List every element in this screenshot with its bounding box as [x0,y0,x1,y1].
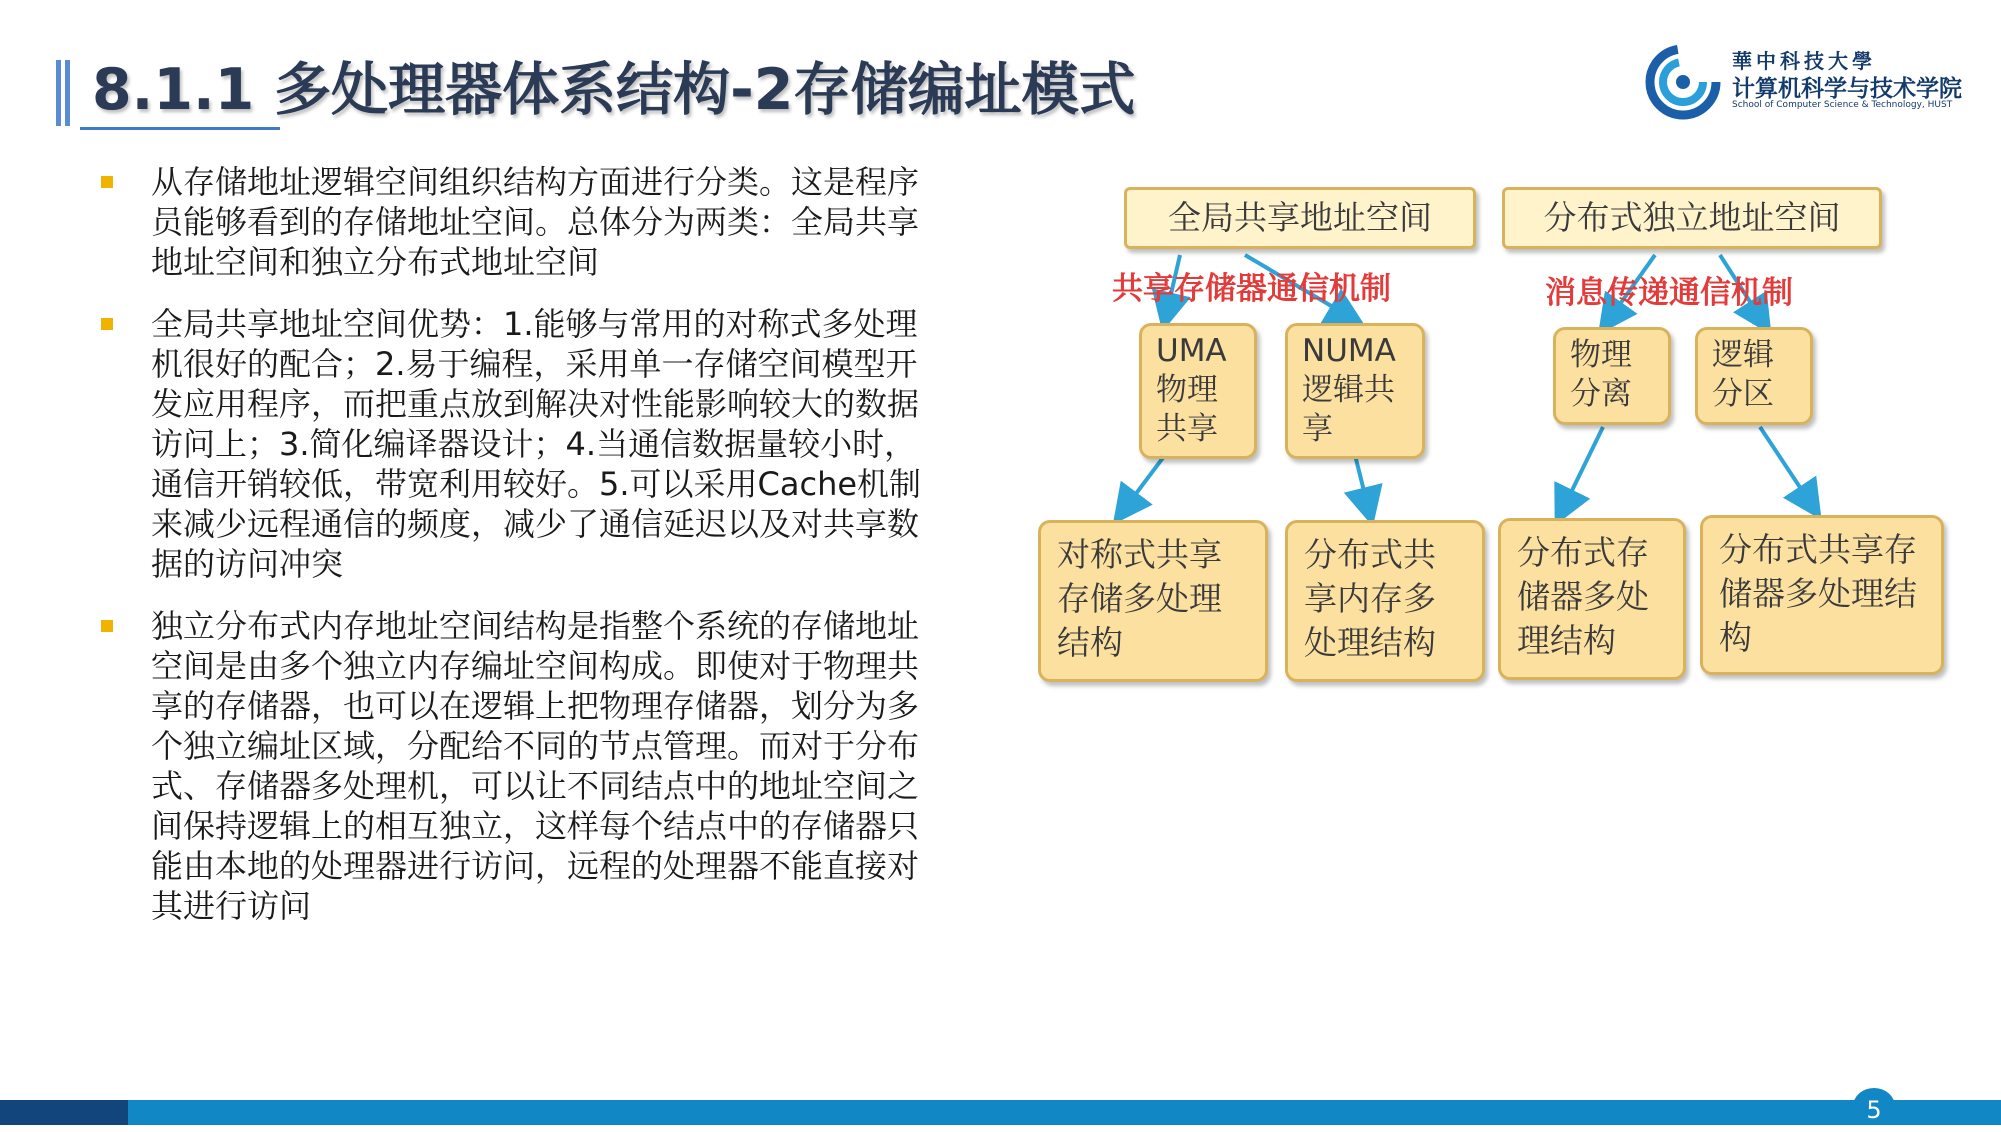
bullet-list [95,162,925,948]
smp-structure-box: 对称式共享存储多处理结构 [1038,520,1268,682]
bullet-text: 从存储地址逻辑空间组织结构方面进行分类。这是程序员能够看到的存储地址空间。总体分为两类：全局共享地址空间和独立分布式地址空间 [151,163,920,281]
page-title: 8.1.1 多处理器体系结构-2存储编址模式 [92,57,1136,123]
memory-addressing-diagram [1020,175,1960,695]
arrow-to-distributed-shared-memory [1760,427,1815,510]
title-underline [80,127,280,130]
footer-bar [0,1100,2001,1125]
distributed-memory-structure-box: 分布式存储器多处理结构 [1498,518,1686,680]
bullet-text: 全局共享地址空间优势：1.能够与常用的对称式多处理机很好的配合；2.易于编程，采用单一存储空间模型开发应用程序，而把重点放到解决对性能影响较大的数据访问上；3.简化编译器设计；4.当通信数据量较小时，通信开销较低，带宽利用较好。5.可以采用Cache机制来减少远程通信的频度，减少了通信延迟以及对共享数据的访问冲突 [151,305,922,583]
page-number: 5 [1853,1088,1895,1125]
distributed-shared-memory-structure-box: 分布式共享存储器多处理结构 [1700,515,1944,675]
title-accent-bar [65,60,70,126]
uma-box: UMA 物理共享 [1139,323,1257,459]
bullet-item [95,606,925,926]
numa-box: NUMA 逻辑共享 [1285,323,1425,459]
bullet-square-icon [101,318,113,330]
bullet-item [95,162,925,282]
bullet-square-icon [101,176,113,188]
logo-emblem-icon [1645,42,1725,120]
shared-memory-communication-label: 共享存储器通信机制 [1112,271,1391,307]
university-logo [1645,42,1965,120]
arrow-to-distributed-memory [1560,427,1603,515]
global-shared-address-space-box: 全局共享地址空间 [1124,187,1476,249]
dsm-structure-box: 分布式共享内存多处理结构 [1285,520,1485,682]
logo-school-english: School of Computer Science & Technology, HUST [1732,100,1953,110]
logo-university-name: 華中科技大學 [1732,49,1876,73]
message-passing-communication-label: 消息传递通信机制 [1545,275,1793,311]
bullet-text: 独立分布式内存地址空间结构是指整个系统的存储地址空间是由多个独立内存编址空间构成。即使对于物理共享的存储器，也可以在逻辑上把物理存储器，划分为多个独立编址区域，分配给不同的节点管理。而对于分布式、存储器多处理机，可以让不同结点中的地址空间之间保持逻辑上的相互独立，这样每个结点中的存储器只能由本地的处理器进行访问，远程的处理器不能直接对其进行访问 [151,607,920,925]
bullet-item [95,304,925,584]
distributed-independent-address-space-box: 分布式独立地址空间 [1502,187,1882,249]
bullet-square-icon [101,620,113,632]
footer-bar-accent [0,1100,128,1125]
logical-partition-box: 逻辑分区 [1695,327,1813,425]
title-accent-bar [56,60,61,126]
logo-school-name: 计算机科学与技术学院 [1732,76,1962,102]
title-accent-bars [56,60,80,126]
arrow-to-dsm [1355,455,1370,515]
arrow-to-smp [1120,455,1165,515]
physical-separation-box: 物理分离 [1553,327,1671,425]
